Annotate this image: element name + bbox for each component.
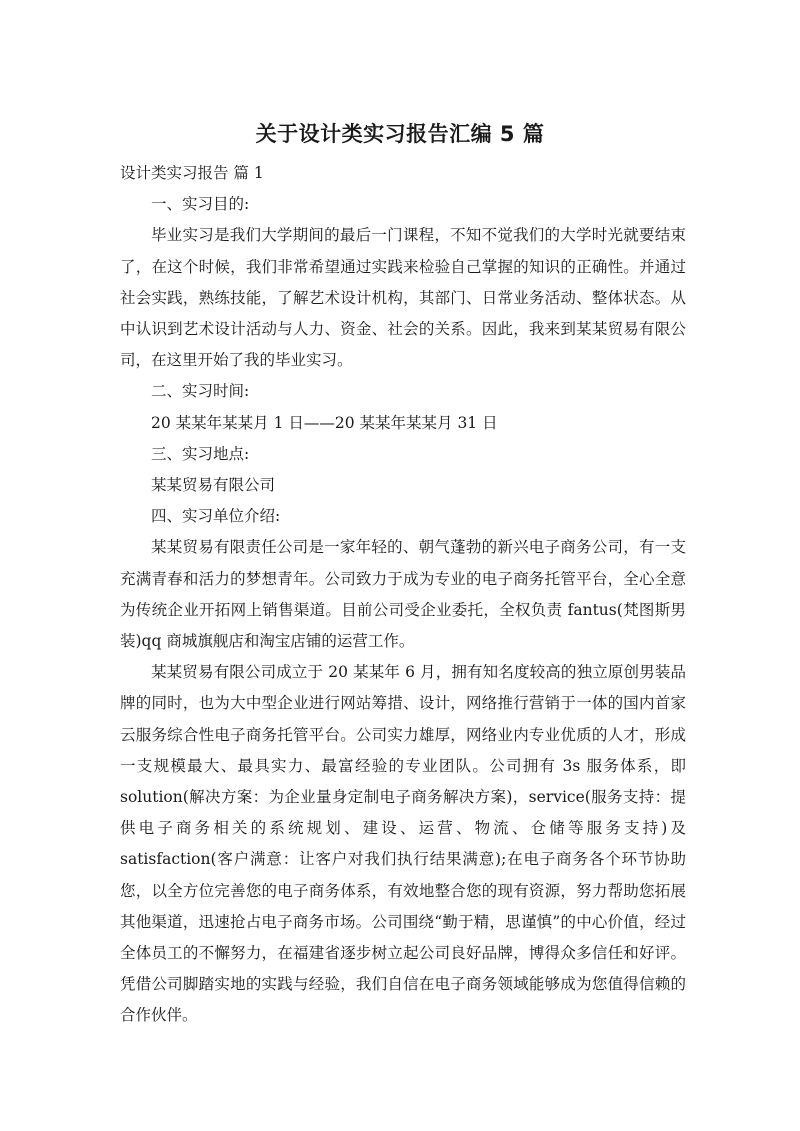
section-heading: 设计类实习报告 篇 1 bbox=[120, 164, 264, 182]
heading-internship-time: 二、实习时间: bbox=[151, 382, 250, 401]
paragraph-company-introduction-1: 某某贸易有限责任公司是一家年轻的、朝气蓬勃的新兴电子商务公司，有一支充满青春和活力的梦想青年。公司致力于成为专业的电子商务托管平台，全心全意为传统企业开拓网上销售渠道。目前公司受企业委托，全权负责 fantus(梵图斯男装)qq 商城旗舰店和淘宝店铺的运营工作。 bbox=[120, 538, 686, 651]
heading-internship-location: 三、实习地点: bbox=[151, 444, 250, 463]
paragraph-internship-purpose: 毕业实习是我们大学期间的最后一门课程，不知不觉我们的大学时光就要结束了，在这个时候，我们非常希望通过实践来检验自己掌握的知识的正确性。并通过社会实践，熟练技能，了解艺术设计机构，其部门、日常业务活动、整体状态。从中认识到艺术设计活动与人力、资金、社会的关系。因此，我来到某某贸易有限公司，在这里开始了我的毕业实习。 bbox=[120, 226, 686, 370]
paragraph-internship-time: 20 某某年某某月 1 日——20 某某年某某月 31 日 bbox=[151, 413, 498, 432]
document-title: 关于设计类实习报告汇编 5 篇 bbox=[255, 122, 545, 146]
document-body bbox=[120, 158, 686, 1032]
heading-internship-purpose: 一、实习目的: bbox=[151, 195, 250, 214]
paragraph-company-introduction-2: 某某贸易有限公司成立于 20 某某年 6 月，拥有知名度较高的独立原创男装品牌的同时，也为大中型企业进行网站筹措、设计，网络推行营销于一体的国内首家云服务综合性电子商务托管平台。公司实力雄厚，网络业内专业优质的人才，形成一支规模最大、最具实力、最富经验的专业团队。公司拥有 3s 服务体系，即 solution(解决方案：为企业量身定制电子商务解决方案)，service(服务支持：提供电子商务相关的系统规划、建设、运营、物流、仓储等服务支持)及 satisfaction(客户满意：让客户对我们执行结果满意);在电子商务各个环节协助您，以全方位完善您的电子商务体系，有效地整合您的现有资源，努力帮助您拓展其他渠道，迅速抢占电子商务市场。公司围绕“勤于精，思谨慎”的中心价值，经过全体员工的不懈努力，在福建省逐步树立起公司良好品牌，博得众多信任和好评。凭借公司脚踏实地的实践与经验，我们自信在电子商务领域能够成为您值得信赖的合作伙伴。 bbox=[120, 663, 686, 1025]
paragraph-internship-location: 某某贸易有限公司 bbox=[151, 476, 276, 495]
heading-company-introduction: 四、实习单位介绍: bbox=[151, 507, 281, 526]
